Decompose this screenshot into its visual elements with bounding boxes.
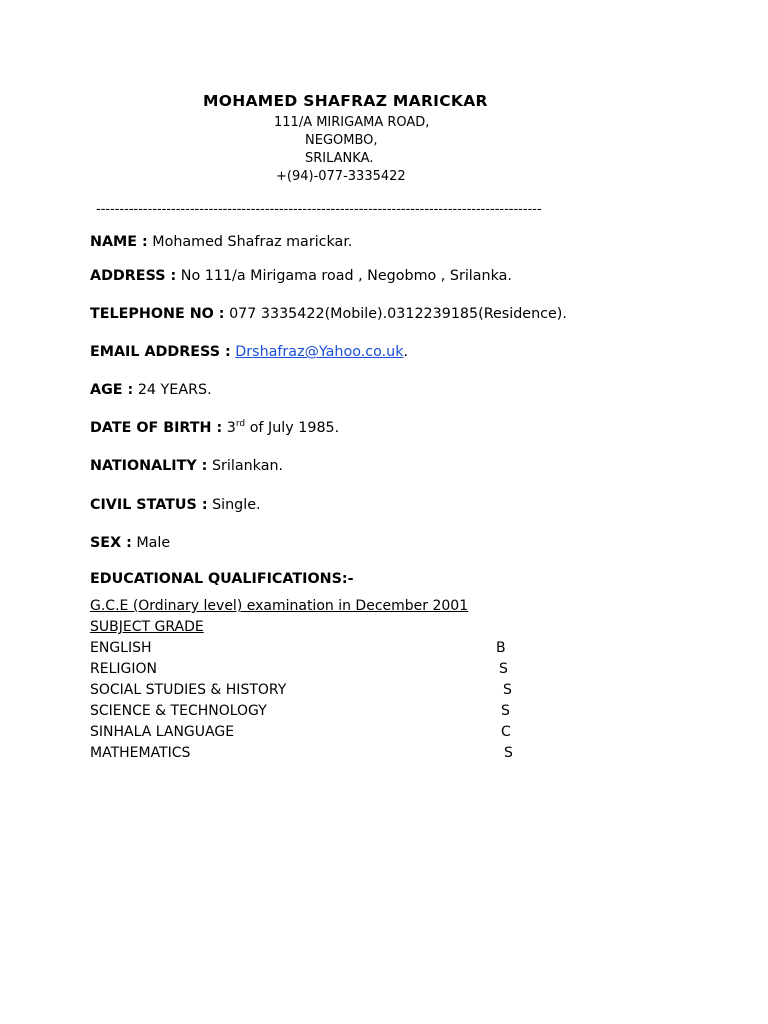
civil-status-label: CIVIL STATUS :: [90, 497, 208, 513]
address-field: [90, 268, 512, 284]
subject-grade-header: SUBJECT GRADE: [90, 619, 204, 635]
email-suffix: .: [403, 344, 409, 360]
telephone-field: [90, 306, 567, 322]
subject-name: SOCIAL STUDIES & HISTORY: [90, 682, 287, 698]
header-address-line-2: NEGOMBO,: [305, 133, 378, 148]
dob-rest: of July 1985.: [249, 420, 340, 436]
education-heading-text: EDUCATIONAL QUALIFICATIONS:-: [90, 571, 354, 587]
name-value: Mohamed Shafraz marickar.: [152, 234, 353, 250]
subject-name: RELIGION: [90, 661, 157, 677]
header-phone: +(94)-077-3335422: [276, 169, 406, 184]
nationality-value: Srilankan.: [211, 458, 284, 474]
subject-grade: S: [499, 661, 508, 677]
name-field: [90, 234, 352, 250]
age-value: 24 YEARS.: [137, 382, 212, 398]
resume-name-heading: MOHAMED SHAFRAZ MARICKAR: [203, 92, 488, 110]
subject-name: SINHALA LANGUAGE: [90, 724, 235, 740]
age-field: [90, 382, 212, 398]
address-label: ADDRESS :: [90, 268, 177, 284]
header-address-line-1: 111/A MIRIGAMA ROAD,: [274, 115, 430, 130]
nationality-label: NATIONALITY :: [90, 458, 208, 474]
age-label: AGE :: [90, 382, 134, 398]
email-field: [90, 344, 408, 360]
name-label: NAME :: [90, 234, 148, 250]
subject-name: ENGLISH: [90, 640, 152, 656]
subject-name: MATHEMATICS: [90, 745, 191, 761]
sex-label: SEX :: [90, 535, 132, 551]
dob-field: [90, 420, 339, 436]
subject-grade: S: [504, 745, 513, 761]
telephone-value: 077 3335422(Mobile).0312239185(Residence).: [229, 306, 567, 322]
header-address-line-3: SRILANKA.: [305, 151, 374, 166]
subject-grade: S: [501, 703, 510, 719]
dob-day: 3: [226, 420, 236, 436]
subject-grade: B: [496, 640, 506, 656]
exam-title: G.C.E (Ordinary level) examination in December 2001: [90, 598, 469, 614]
sex-value: Male: [136, 535, 171, 551]
dob-day-suffix: rd: [235, 419, 246, 429]
email-link[interactable]: Drshafraz@Yahoo.co.uk: [235, 344, 404, 360]
dob-label: DATE OF BIRTH :: [90, 420, 223, 436]
subject-grade: C: [501, 724, 511, 740]
nationality-field: [90, 458, 283, 474]
address-value: No 111/a Mirigama road , Negobmo , Srilanka.: [180, 268, 512, 284]
section-divider: -----------------------------------------------------------------------------------------------: [96, 202, 542, 217]
civil-status-value: Single.: [212, 497, 261, 513]
subject-name: SCIENCE & TECHNOLOGY: [90, 703, 267, 719]
email-label: EMAIL ADDRESS :: [90, 344, 231, 360]
telephone-label: TELEPHONE NO :: [90, 306, 225, 322]
education-heading: [90, 571, 354, 587]
civil-status-field: [90, 497, 261, 513]
subject-grade: S: [503, 682, 512, 698]
sex-field: [90, 535, 170, 551]
